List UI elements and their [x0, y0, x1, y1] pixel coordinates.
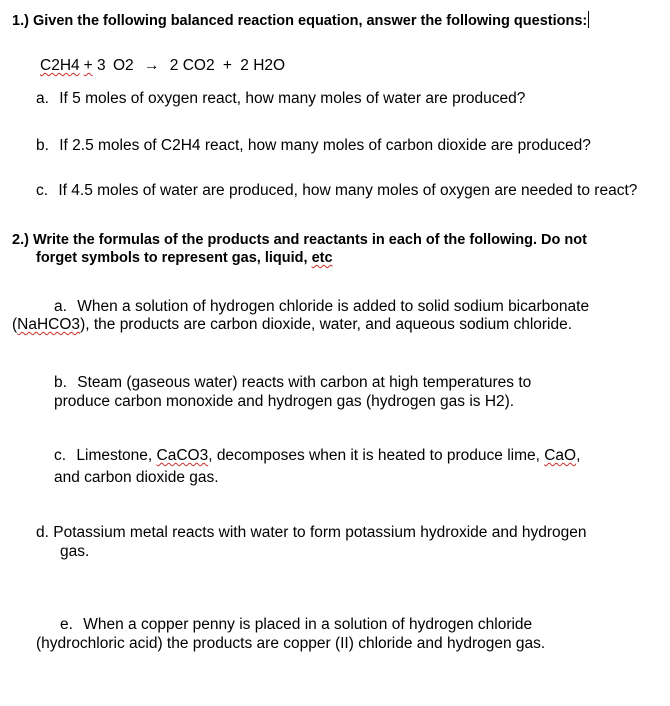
- q2-part-a-text1: When a solution of hydrogen chloride is added to solid sodium bicarbonate: [77, 298, 590, 315]
- q1-number: 1.): [12, 13, 29, 29]
- q1-prompt: Given the following balanced reaction equation, answer the following questions:: [32, 13, 588, 29]
- q2-part-b-text2: produce carbon monoxide and hydrogen gas (hydrogen gas is H2).: [54, 393, 515, 410]
- q1-part-a-label: a.: [36, 90, 49, 107]
- eq-product2: 2 H2O: [240, 57, 286, 74]
- q2-part-a-label: a.: [54, 298, 67, 315]
- q2-part-c-end: ,: [576, 447, 581, 464]
- q1-part-c: [36, 182, 637, 200]
- q2-part-e-label: e.: [60, 616, 73, 633]
- q2-part-c-mid: , decomposes when it is heated to produce lime,: [208, 447, 545, 464]
- q2-part-e-text1: When a copper penny is placed in a solution of hydrogen chloride: [83, 616, 533, 633]
- eq-arrow: →: [143, 57, 160, 74]
- q2-part-b-text1: Steam (gaseous water) reacts with carbon at high temperatures to: [77, 374, 532, 391]
- q2-part-c-label: c.: [54, 447, 67, 464]
- q2-part-a-open: (: [12, 316, 18, 333]
- q2-part-e-text2: (hydrochloric acid) the products are copper (II) chloride and hydrogen gas.: [36, 635, 546, 652]
- q1-part-a: [36, 90, 525, 108]
- eq-product1: 2 CO2: [169, 57, 215, 74]
- q2-part-a-text2: ), the products are carbon dioxide, water, and aqueous sodium chloride.: [80, 316, 573, 333]
- q2-part-a-line2: [12, 316, 572, 334]
- q2-prompt-line2: forget symbols to represent gas, liquid,: [36, 250, 312, 266]
- q2-part-c-formula1: CaCO3: [156, 447, 209, 464]
- eq-coeff2: 3: [97, 57, 106, 74]
- eq-plus2: +: [222, 57, 232, 74]
- q2-part-b-line1: [54, 374, 531, 392]
- q2-number: 2.): [12, 232, 29, 248]
- q1-part-c-text: If 4.5 moles of water are produced, how many moles of oxygen are needed to react?: [58, 182, 638, 199]
- q1-part-b: [36, 137, 591, 155]
- q2-part-c-formula2: CaO: [544, 447, 577, 464]
- q2-part-b-label: b.: [54, 374, 67, 391]
- q2-part-c-line1: [54, 447, 580, 465]
- q1-part-a-text: If 5 moles of oxygen react, how many moles of water are produced?: [59, 90, 526, 107]
- text-caret: [588, 11, 589, 28]
- q2-heading-line2: [36, 250, 333, 266]
- q2-part-e-line1: [60, 616, 532, 634]
- q2-prompt-line1: Write the formulas of the products and reactants in each of the following. Do not: [32, 232, 587, 248]
- q2-prompt-etc: etc: [311, 250, 333, 266]
- q2-part-d-line2: [60, 543, 89, 561]
- q2-part-d-text2: gas.: [60, 543, 90, 560]
- reaction-equation: [40, 57, 285, 75]
- q2-heading-line1: [12, 232, 587, 248]
- q2-part-c-line2: [54, 469, 219, 487]
- q1-part-b-label: b.: [36, 137, 49, 154]
- q1-heading: [12, 11, 589, 29]
- eq-plus1: +: [83, 57, 93, 74]
- q1-part-b-text: If 2.5 moles of C2H4 react, how many moles of carbon dioxide are produced?: [59, 137, 591, 154]
- q1-part-c-label: c.: [36, 182, 49, 199]
- eq-reactant2: O2: [112, 57, 134, 74]
- q2-part-c-pre: Limestone,: [76, 447, 157, 464]
- q2-part-e-line2: [36, 635, 545, 653]
- q2-part-b-line2: [54, 393, 514, 411]
- q2-part-a-formula: NaHCO3: [17, 316, 81, 333]
- q2-part-c-text2: and carbon dioxide gas.: [54, 469, 219, 486]
- q2-part-a-line1: [54, 298, 589, 316]
- eq-reactant1: C2H4: [40, 57, 80, 74]
- q2-part-d-text1: Potassium metal reacts with water to form potassium hydroxide and hydrogen: [53, 524, 587, 541]
- q2-part-d-label: d.: [36, 524, 49, 541]
- q2-part-d-line1: [36, 524, 587, 542]
